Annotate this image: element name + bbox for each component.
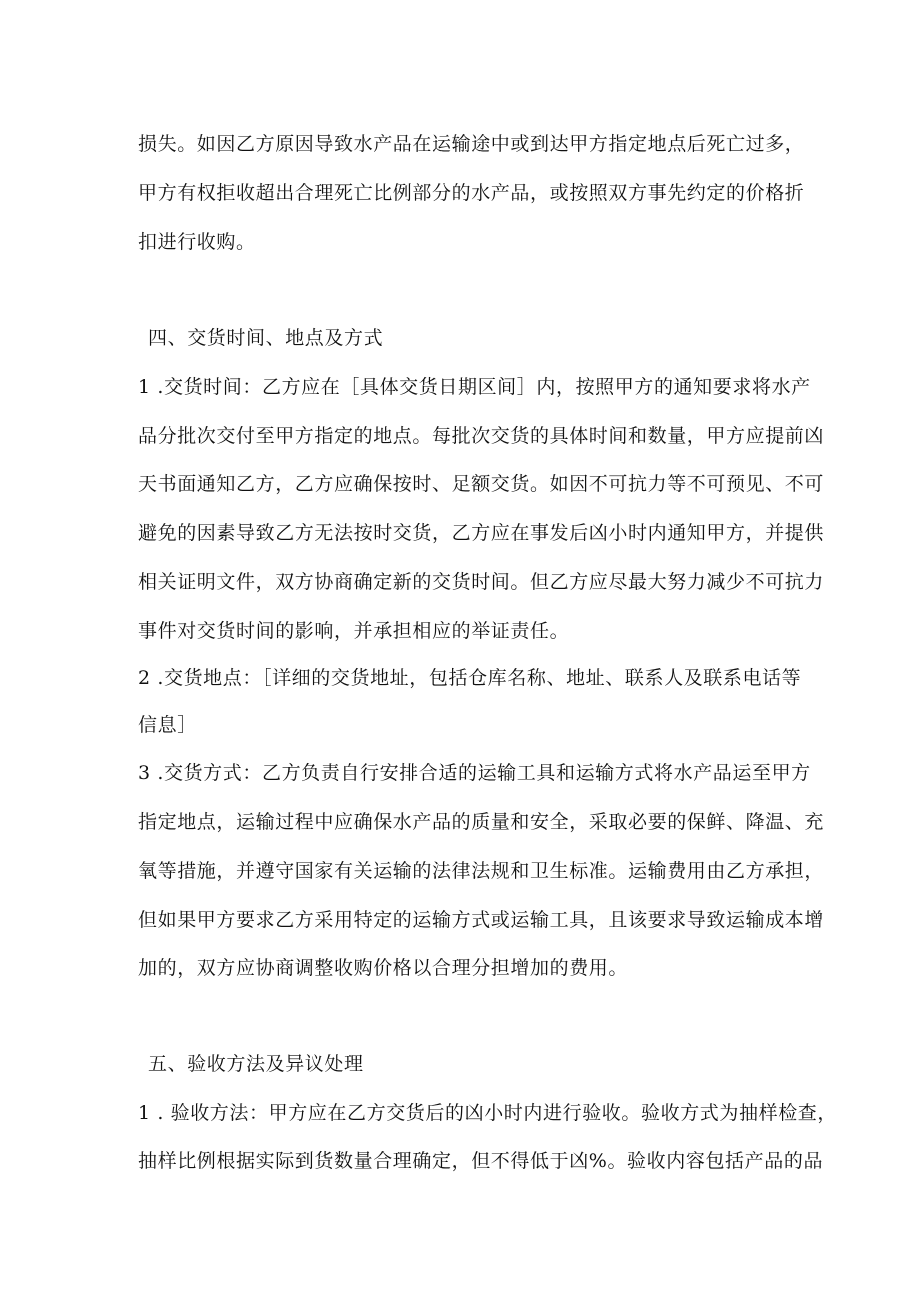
section-heading: 四、交货时间、地点及方式: [148, 327, 384, 349]
paragraph-line: 1 .交货时间：乙方应在［具体交货日期区间］内，按照甲方的通知要求将水产: [138, 376, 811, 398]
paragraph-line: 指定地点，运输过程中应确保水产品的质量和安全，采取必要的保鲜、降温、充: [138, 811, 825, 833]
paragraph-line: 信息］: [138, 714, 197, 736]
paragraph-line: 2 .交货地点：［详细的交货地址，包括仓库名称、地址、联系人及联系电话等: [138, 667, 802, 689]
paragraph-line: 3 .交货方式：乙方负责自行安排合适的运输工具和运输方式将水产品运至甲方: [138, 762, 811, 784]
paragraph-line: 事件对交货时间的影响，并承担相应的举证责任。: [138, 620, 570, 642]
section-heading: 五、验收方法及异议处理: [148, 1053, 364, 1075]
paragraph-line: 但如果甲方要求乙方采用特定的运输方式或运输工具，且该要求导致运输成本增: [138, 909, 825, 931]
paragraph-line: 相关证明文件，双方协商确定新的交货时间。但乙方应尽最大努力减少不可抗力: [138, 571, 825, 593]
paragraph-line: 品分批次交付至甲方指定的地点。每批次交货的具体时间和数量，甲方应提前凶: [138, 425, 825, 447]
paragraph-line: 甲方有权拒收超出合理死亡比例部分的水产品，或按照双方事先约定的价格折: [138, 182, 805, 204]
paragraph-line: 氧等措施，并遵守国家有关运输的法律法规和卫生标准。运输费用由乙方承担，: [138, 860, 825, 882]
paragraph-line: 加的，双方应协商调整收购价格以合理分担增加的费用。: [138, 957, 629, 979]
paragraph-line: 1 . 验收方法：甲方应在乙方交货后的凶小时内进行验收。验收方式为抽样检查，: [138, 1102, 838, 1124]
paragraph-line: 天书面通知乙方，乙方应确保按时、足额交货。如因不可抗力等不可预见、不可: [138, 473, 825, 495]
paragraph-line: 扣进行收购。: [138, 231, 256, 253]
paragraph-line: 避免的因素导致乙方无法按时交货，乙方应在事发后凶小时内通知甲方，并提供: [138, 522, 825, 544]
paragraph-line: 抽样比例根据实际到货数量合理确定，但不得低于凶%。验收内容包括产品的品: [138, 1150, 824, 1172]
paragraph-line: 损失。如因乙方原因导致水产品在运输途中或到达甲方指定地点后死亡过多，: [138, 133, 805, 155]
